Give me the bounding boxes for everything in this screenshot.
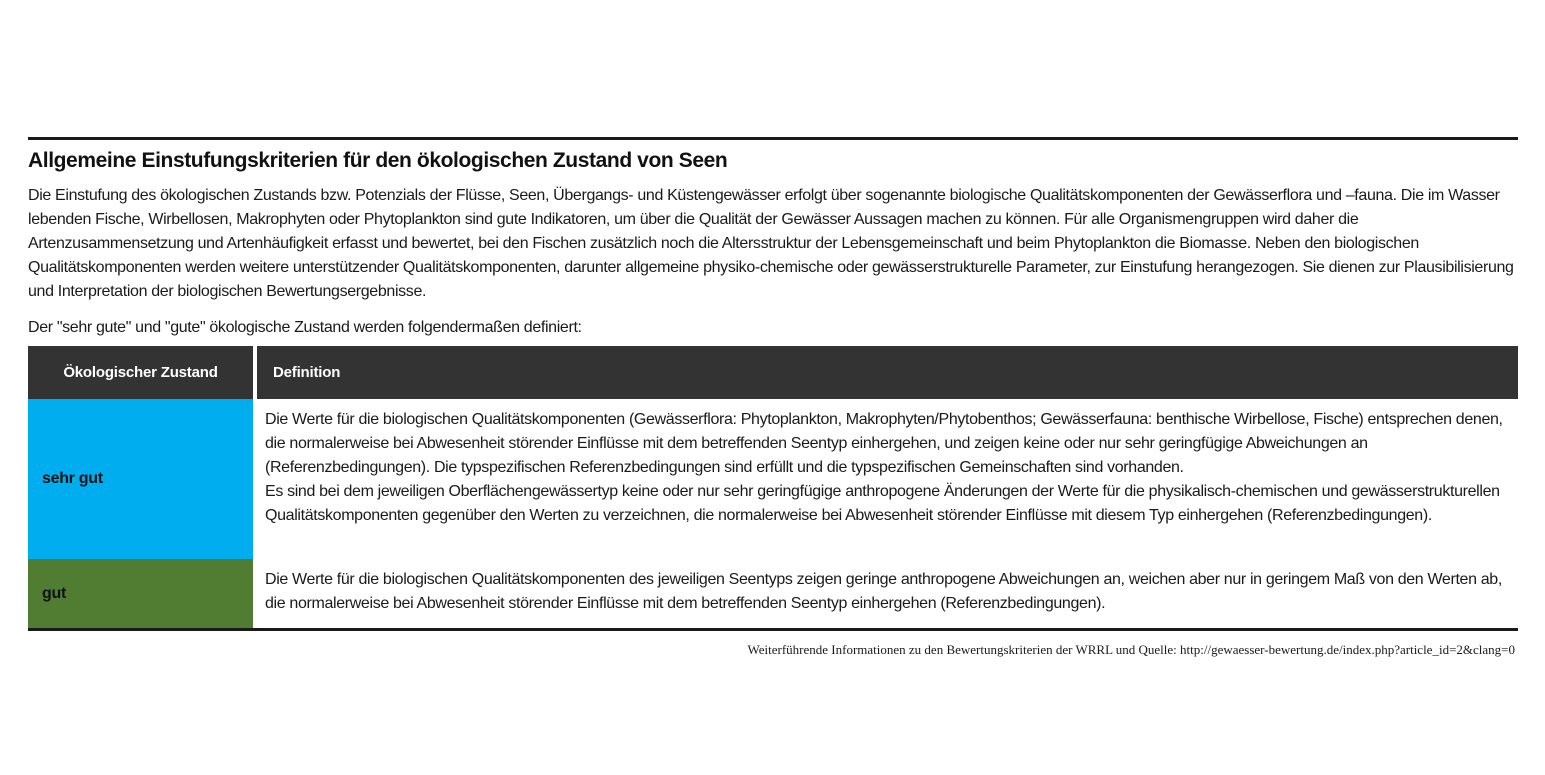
definition-paragraph: Es sind bei dem jeweiligen Oberflächengewässertyp keine oder nur sehr geringfügige anthropogene Änderungen der Werte für die physikalisch-chemischen und gewässerstrukturellen Qualitätskomponenten gegenüber den Werten zu verzeichnen, die normalerweise bei Abwesenheit störender Einflüsse mit diesem Typ einhergehen (Referenzbedingungen).: [265, 483, 1500, 524]
definition-paragraph: Die Werte für die biologischen Qualitätskomponenten (Gewässerflora: Phytoplankton, Makrophyten/Phytobenthos; Gewässerfauna: benthische Wirbellose, Fische) entsprechen denen, die normalerweise bei Abwesenheit störender Einflüsse mit dem betreffenden Seentyp einhergehen, und zeigen keine oder nur sehr geringfügige Abweichungen an (Referenzbedingungen). Die typspezifischen Referenzbedingungen sind erfüllt und die typspezifischen Gemeinschaften sind vorhanden.: [265, 411, 1503, 476]
page-title: Allgemeine Einstufungskriterien für den ökologischen Zustand von Seen: [28, 149, 728, 172]
column-header-definition: Definition: [257, 346, 1518, 399]
intro-paragraph: Die Einstufung des ökologischen Zustands bzw. Potenzials der Flüsse, Seen, Übergangs- und Küstengewässer erfolgt über sogenannte biologische Qualitätskomponenten der Gewässerflora und –fauna. Die im Wasser lebenden Fische, Wirbellosen, Makrophyten oder Phytoplankton sind gute Indikatoren, um über die Qualität der Gewässer Aussagen machen zu können. Für alle Organismengruppen wird daher die Artenzusammensetzung und Artenhäufigkeit erfasst und bewertet, bei den Fischen zusätzlich noch die Altersstruktur der Lebensgemeinschaft und beim Phytoplankton die Biomasse. Neben den biologischen Qualitätskomponenten werden weitere unterstützender Qualitätskomponenten, darunter allgemeine physiko-chemische oder gewässerstrukturelle Parameter, zur Einstufung herangezogen. Sie dienen zur Plausibilisierung und Interpretation der biologischen Bewertungsergebnisse.: [28, 187, 1514, 300]
status-cell-sehr-gut: sehr gut: [28, 399, 253, 559]
table-row-gut: [28, 559, 1518, 628]
document-content: [28, 137, 1518, 658]
definition-paragraph: Die Werte für die biologischen Qualitätskomponenten des jeweiligen Seentyps zeigen geringe anthropogene Abweichungen an, weichen aber nur in geringem Maß von den Werten ab, die normalerweise bei Abwesenheit störender Einflüsse mit dem betreffenden Seentyp einhergehen (Referenzbedingungen).: [265, 571, 1502, 612]
table-header-row: [28, 346, 1518, 399]
status-cell-gut: gut: [28, 559, 253, 628]
definition-cell-gut: [257, 559, 1518, 628]
table-row-sehr-gut: [28, 399, 1518, 559]
definition-cell-sehr-gut: [257, 399, 1518, 559]
source-note: Weiterführende Informationen zu den Bewertungskriterien der WRRL und Quelle: http://gewaesser-bewertung.de/index.php?article_id=2&clang=0: [747, 642, 1515, 657]
column-header-ecological-status: Ökologischer Zustand: [28, 346, 253, 399]
criteria-table: [28, 346, 1518, 631]
table-lead-sentence: Der "sehr gute" und "gute" ökologische Zustand werden folgendermaßen definiert:: [28, 319, 582, 336]
